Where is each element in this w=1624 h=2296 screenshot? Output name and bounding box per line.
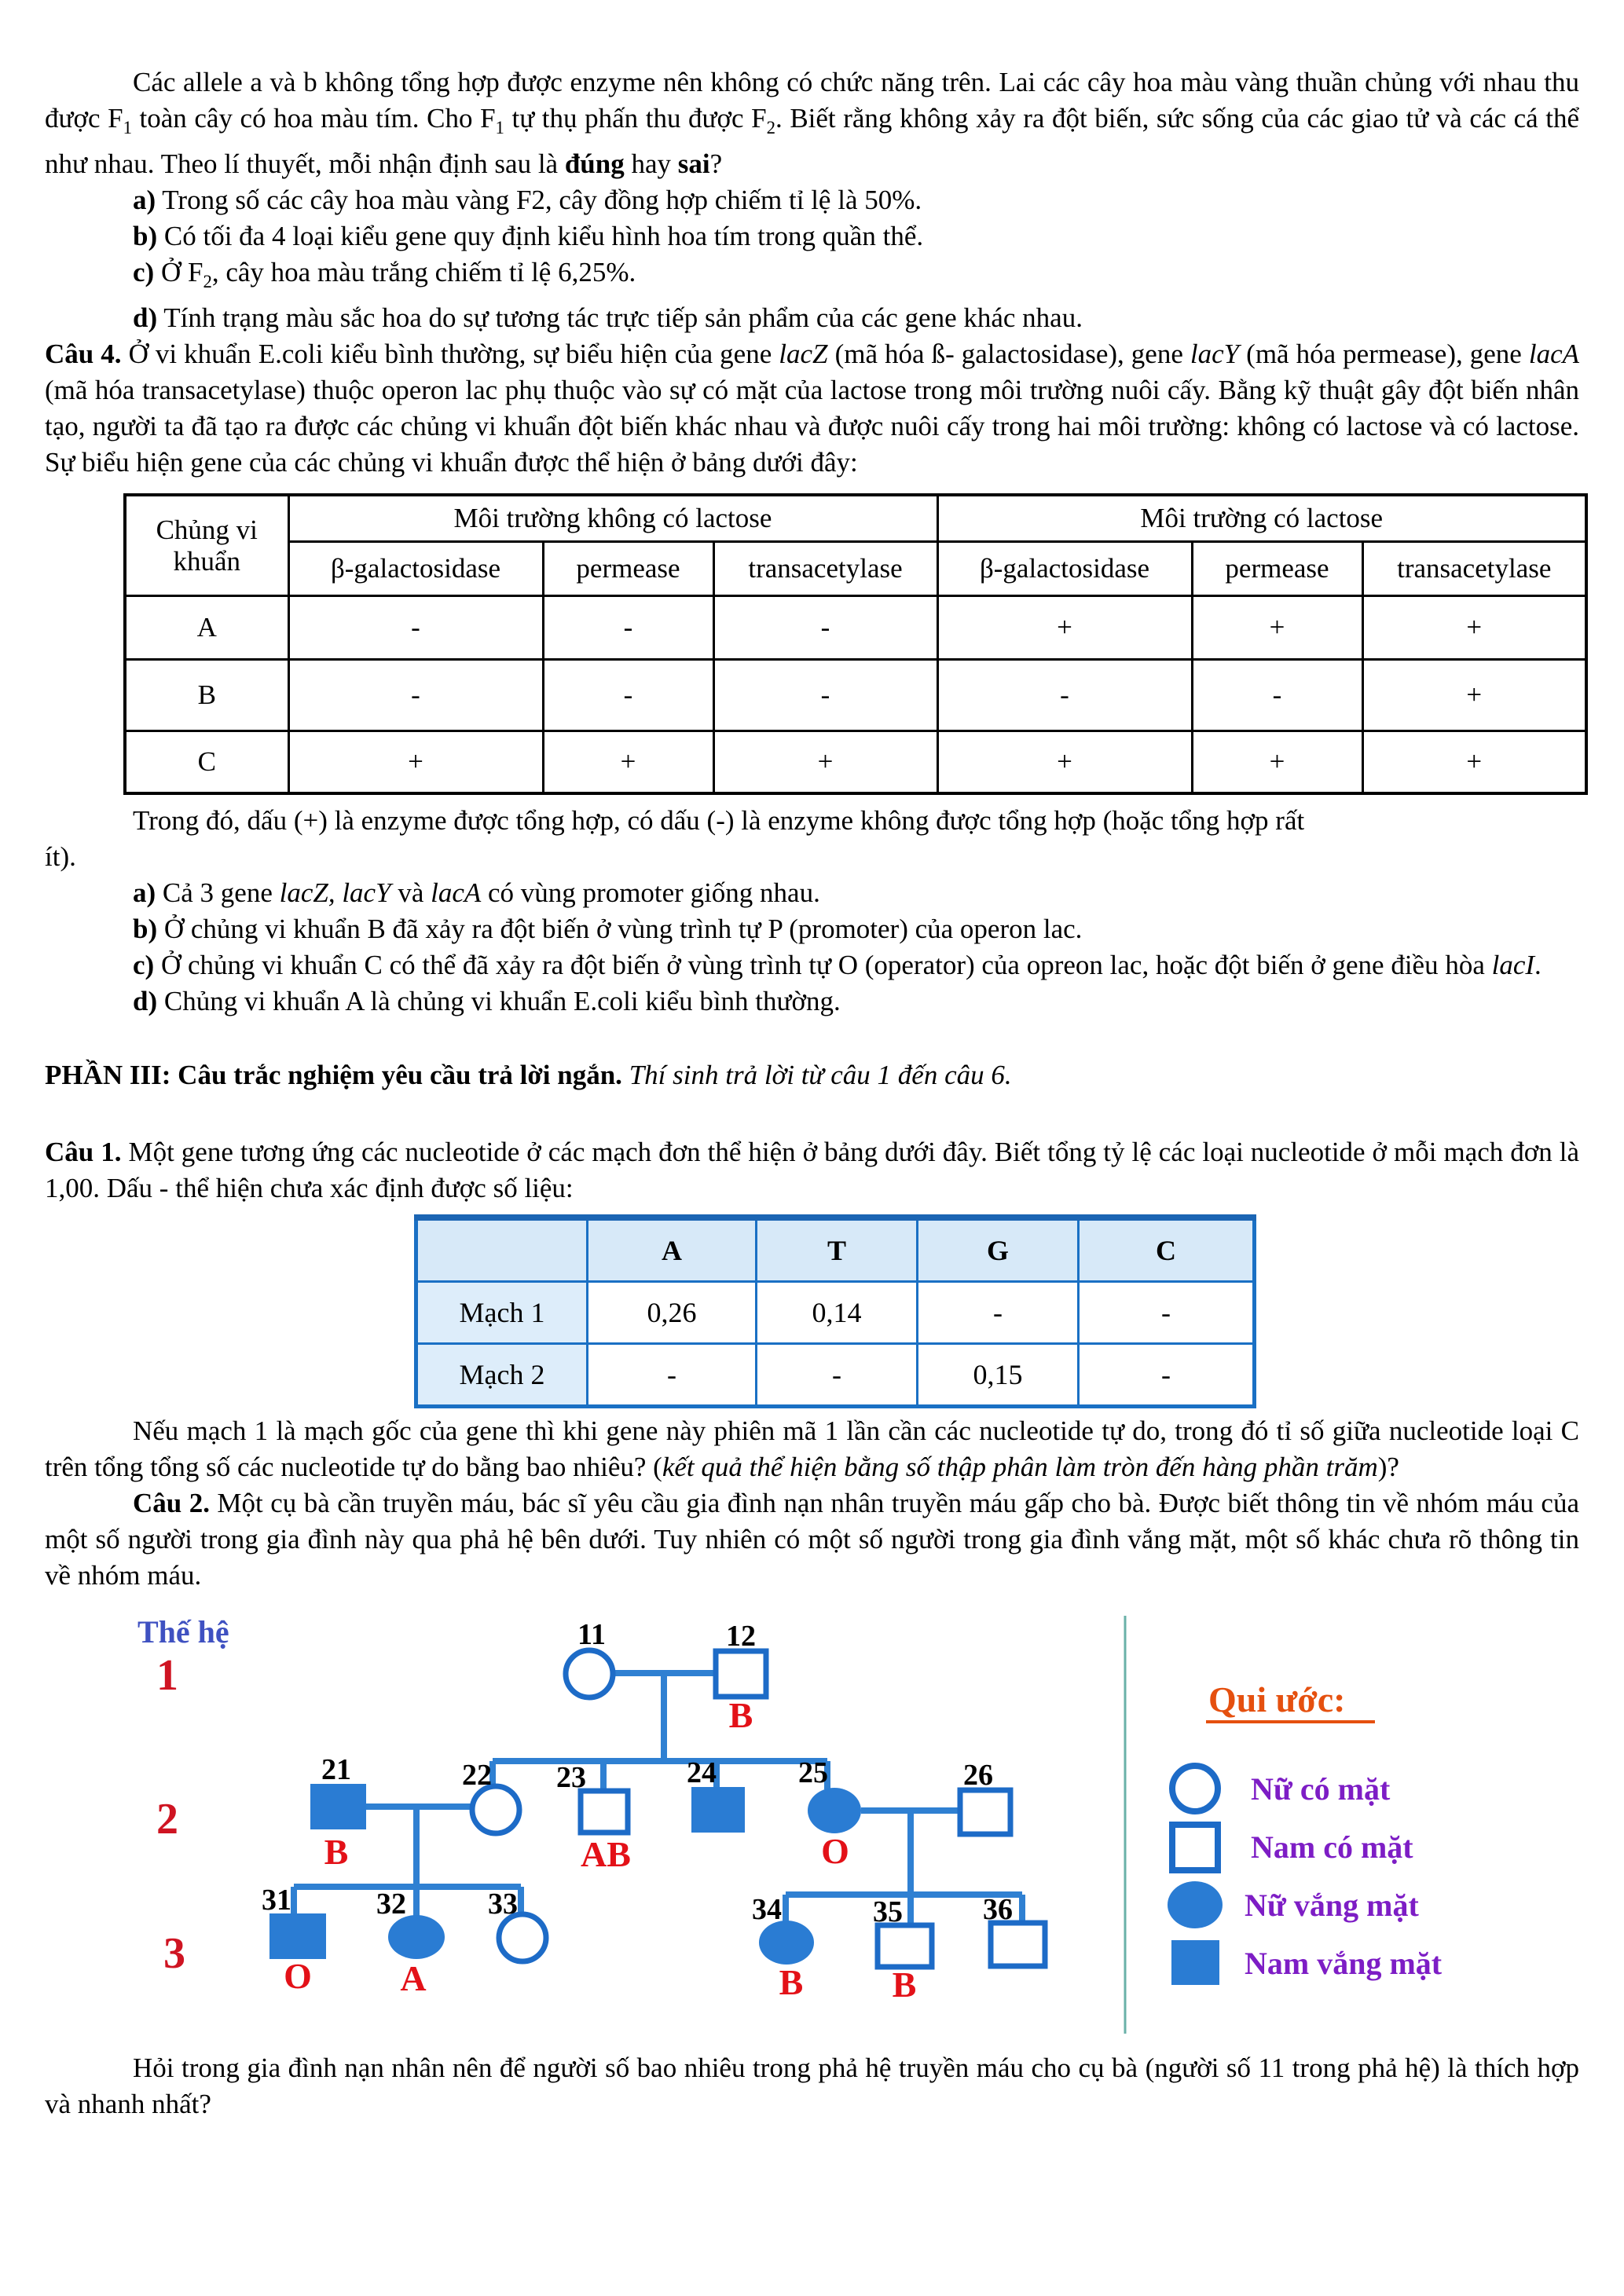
- cell: -: [1079, 1344, 1255, 1407]
- member-32-symbol: [388, 1915, 445, 1959]
- row-label: Mạch 2: [416, 1344, 588, 1407]
- pedigree-blood-labels: [284, 1695, 916, 2005]
- cell: +: [937, 596, 1192, 660]
- member-id: 21: [321, 1753, 351, 1786]
- member-id: 23: [556, 1761, 586, 1794]
- para-cau4: Câu 4. Ở vi khuẩn E.coli kiểu bình thường, sự biểu hiện của gene lacZ (mã hóa ß- galactosidase), gene lacY (mã hóa permease), gene lacA (mã hóa transacetylase) thuộc operon lac phụ thuộc vào sự có mặt của lactose trong môi trường nuôi cấy. Bằng kỹ thuật gây đột biến nhân tạo, người ta đã tạo ra được các chủng vi khuẩn đột biến khác nhau và được nuôi cấy trong hai môi trường: không có lactose và có lactose. Sự biểu hiện gene của các chủng vi khuẩn được thể hiện ở bảng dưới đây:: [45, 339, 1580, 478]
- cell: -: [288, 596, 543, 660]
- blood-label: O: [821, 1831, 849, 1871]
- generation-1: 1: [156, 1651, 178, 1700]
- table2-colheader: C: [1079, 1218, 1255, 1282]
- lac-operon-table: [123, 493, 1588, 795]
- member-12-symbol: [716, 1651, 766, 1697]
- row-label: B: [125, 660, 288, 731]
- member-11-symbol: [566, 1650, 613, 1697]
- row-label: C: [125, 731, 288, 794]
- cell: +: [1192, 731, 1362, 794]
- member-id: 25: [798, 1756, 828, 1789]
- generation-numbers: [156, 1651, 185, 1978]
- member-id: 31: [262, 1884, 291, 1917]
- cell: -: [713, 660, 937, 731]
- member-35-symbol: [878, 1925, 932, 1967]
- table2-colheader: A: [588, 1218, 757, 1282]
- member-22-symbol: [472, 1786, 519, 1833]
- generation-3: 3: [163, 1929, 185, 1978]
- member-24-symbol: [691, 1787, 745, 1833]
- cell: -: [288, 660, 543, 731]
- legend-labels: [1245, 1771, 1443, 1981]
- cell: +: [1362, 731, 1586, 794]
- table-row: [125, 731, 1586, 794]
- member-25-symbol: [808, 1788, 861, 1833]
- cell: -: [713, 596, 937, 660]
- item-a-lac: a) Cả 3 gene lacZ, lacY và lacA có vùng promoter giống nhau.: [133, 877, 820, 908]
- table1-group-no-lactose: Môi trường không có lactose: [288, 495, 937, 542]
- lac-operon-table-wrap: [123, 493, 1579, 795]
- para-neumach: Nếu mạch 1 là mạch gốc của gene thì khi gene này phiên mã 1 lần cần các nucleotide tự do, trong đó tỉ số giữa nucleotide loại C trên tổng tổng số các nucleotide tự do bằng bao nhiêu? (kết quả thể hiện bằng số thập phân làm tròn đến hàng phần trăm)?: [45, 1415, 1579, 1482]
- item-b-lac: b) Ở chủng vi khuẩn B đã xảy ra đột biến ở vùng trình tự P (promoter) của operon lac.: [133, 914, 1083, 944]
- member-34-symbol: [759, 1921, 814, 1965]
- cell: -: [918, 1282, 1079, 1344]
- table1-corner: Chủng vi khuẩn: [125, 495, 288, 596]
- cell: +: [1362, 596, 1586, 660]
- pedigree-member-numbers: [262, 1618, 1013, 1928]
- cell: -: [1192, 660, 1362, 731]
- cell: -: [588, 1344, 757, 1407]
- cell: -: [757, 1344, 918, 1407]
- item-b-q: b) Có tối đa 4 loại kiểu gene quy định kiểu hình hoa tím trong quần thể.: [133, 221, 924, 251]
- item-d-q: d) Tính trạng màu sắc hoa do sự tương tác trực tiếp sản phẩm của các gene khác nhau.: [133, 302, 1083, 333]
- legend-female-present-icon: [1172, 1766, 1218, 1811]
- item-c-q: c) Ở $F_2$, cây hoa màu trắng chiếm tỉ lệ 6,25%.: [133, 257, 636, 291]
- member-id: 11: [577, 1618, 606, 1651]
- row-label: A: [125, 596, 288, 660]
- cell: -: [1079, 1282, 1255, 1344]
- blood-label: B: [728, 1695, 753, 1735]
- item-c-lac: c) Ở chủng vi khuẩn C có thể đã xảy ra đột biến ở vùng trình tự O (operator) của opreon lac, hoặc đột biến ở gene điều hòa lacI.: [133, 950, 1542, 980]
- member-id: 12: [726, 1620, 756, 1653]
- cell: +: [713, 731, 937, 794]
- legend-label: Nữ vắng mặt: [1245, 1888, 1419, 1923]
- table1-colheader: transacetylase: [713, 542, 937, 596]
- legend-title: Qui ước:: [1208, 1679, 1346, 1719]
- legend-male-absent-icon: [1171, 1940, 1219, 1985]
- member-23-symbol: [581, 1791, 628, 1833]
- cell: -: [543, 660, 713, 731]
- cell: +: [1192, 596, 1362, 660]
- member-26-symbol: [960, 1790, 1010, 1834]
- item-d-lac: d) Chủng vi khuẩn A là chủng vi khuẩn E.coli kiểu bình thường.: [133, 986, 841, 1016]
- item-a-q: a) Trong số các cây hoa màu vàng F2, cây đồng hợp chiếm tỉ lệ là 50%.: [133, 185, 922, 215]
- cell: +: [937, 731, 1192, 794]
- legend-label: Nam vắng mặt: [1245, 1946, 1443, 1981]
- generation-2: 2: [156, 1795, 178, 1844]
- nucleotide-table-wrap: [414, 1214, 1579, 1408]
- cell: 0,26: [588, 1282, 757, 1344]
- para-cau1: Câu 1. Một gene tương ứng các nucleotide ở các mạch đơn thể hiện ở bảng dưới đây. Biết tổng tỷ lệ các loại nucleotide ở mỗi mạch đơn là 1,00. Dấu - thể hiện chưa xác định được số liệu:: [45, 1137, 1579, 1203]
- table1-group-lactose: Môi trường có lactose: [937, 495, 1586, 542]
- member-36-symbol: [991, 1923, 1045, 1966]
- cell: +: [543, 731, 713, 794]
- table-row: [125, 660, 1586, 731]
- table2-colheader: T: [757, 1218, 918, 1282]
- legend-label: Nữ có mặt: [1251, 1771, 1391, 1807]
- pedigree-diagram: [0, 1594, 1624, 2045]
- member-id: 32: [376, 1888, 406, 1921]
- member-id: 35: [873, 1895, 903, 1928]
- blood-label: B: [324, 1832, 349, 1872]
- legend-symbols: [1168, 1766, 1223, 1985]
- nucleotide-table: [414, 1214, 1256, 1408]
- cell: 0,14: [757, 1282, 918, 1344]
- member-id: 33: [488, 1888, 518, 1921]
- member-31-symbol: [269, 1913, 326, 1959]
- para-trongdo: Trong đó, dấu (+) là enzyme được tổng hợp, có dấu (-) là enzyme không được tổng hợp (hoặc tổng hợp rất ít).: [45, 805, 1305, 872]
- blood-label: B: [779, 1962, 804, 2002]
- table2-corner: [416, 1218, 588, 1282]
- phan3-heading: PHẦN III: Câu trắc nghiệm yêu cầu trả lời ngắn. Thí sinh trả lời từ câu 1 đến câu 6.: [45, 1060, 1012, 1090]
- member-id: 22: [462, 1759, 492, 1792]
- table-row: [416, 1344, 1255, 1407]
- legend-male-present-icon: [1172, 1825, 1218, 1870]
- table1-colheader: β-galactosidase: [288, 542, 543, 596]
- blood-label: B: [892, 1965, 917, 2005]
- table-row: [125, 596, 1586, 660]
- row-label: Mạch 1: [416, 1282, 588, 1344]
- blood-label: O: [284, 1956, 312, 1996]
- table1-colheader: permease: [1192, 542, 1362, 596]
- table1-colheader: permease: [543, 542, 713, 596]
- cell: 0,15: [918, 1344, 1079, 1407]
- member-id: 26: [963, 1759, 993, 1792]
- member-21-symbol: [310, 1784, 366, 1829]
- member-id: 24: [687, 1756, 717, 1789]
- table1-colheader: transacetylase: [1362, 542, 1586, 596]
- table1-colheader: β-galactosidase: [937, 542, 1192, 596]
- member-id: 34: [752, 1893, 782, 1926]
- legend-label: Nam có mặt: [1251, 1829, 1413, 1865]
- table-row: [416, 1282, 1255, 1344]
- member-33-symbol: [499, 1914, 546, 1961]
- table2-colheader: G: [918, 1218, 1079, 1282]
- blood-label: A: [400, 1958, 427, 1998]
- cell: -: [937, 660, 1192, 731]
- cell: +: [1362, 660, 1586, 731]
- member-id: 36: [983, 1893, 1013, 1926]
- cell: -: [543, 596, 713, 660]
- legend-female-absent-icon: [1168, 1881, 1223, 1928]
- cell: +: [288, 731, 543, 794]
- generation-column-title: Thế hệ: [137, 1614, 229, 1650]
- para-question: Hỏi trong gia đình nạn nhân nên để người số bao nhiêu trong phả hệ truyền máu cho cụ bà (người số 11 trong phả hệ) là thích hợp và nhanh nhất?: [45, 2052, 1579, 2119]
- para-intro: Các allele a và b không tổng hợp được enzyme nên không có chức năng trên. Lai các cây hoa màu vàng thuần chủng với nhau thu được $F_1$ toàn cây có hoa màu tím. Cho $F_1$ tự thụ phấn thu được $F_2$. Biết rằng không xảy ra đột biến, sức sống của các giao tử và các cá thể như nhau. Theo lí thuyết, mỗi nhận định sau là đúng hay sai?: [45, 67, 1580, 179]
- para-cau2: Câu 2. Một cụ bà cần truyền máu, bác sĩ yêu cầu gia đình nạn nhân truyền máu gấp cho bà. Được biết thông tin về nhóm máu của một số người trong gia đình này qua phả hệ bên dưới. Tuy nhiên có một số người trong gia đình vắng mặt, một số khác chưa rõ thông tin về nhóm máu.: [45, 1488, 1579, 1591]
- blood-label: AB: [581, 1834, 631, 1874]
